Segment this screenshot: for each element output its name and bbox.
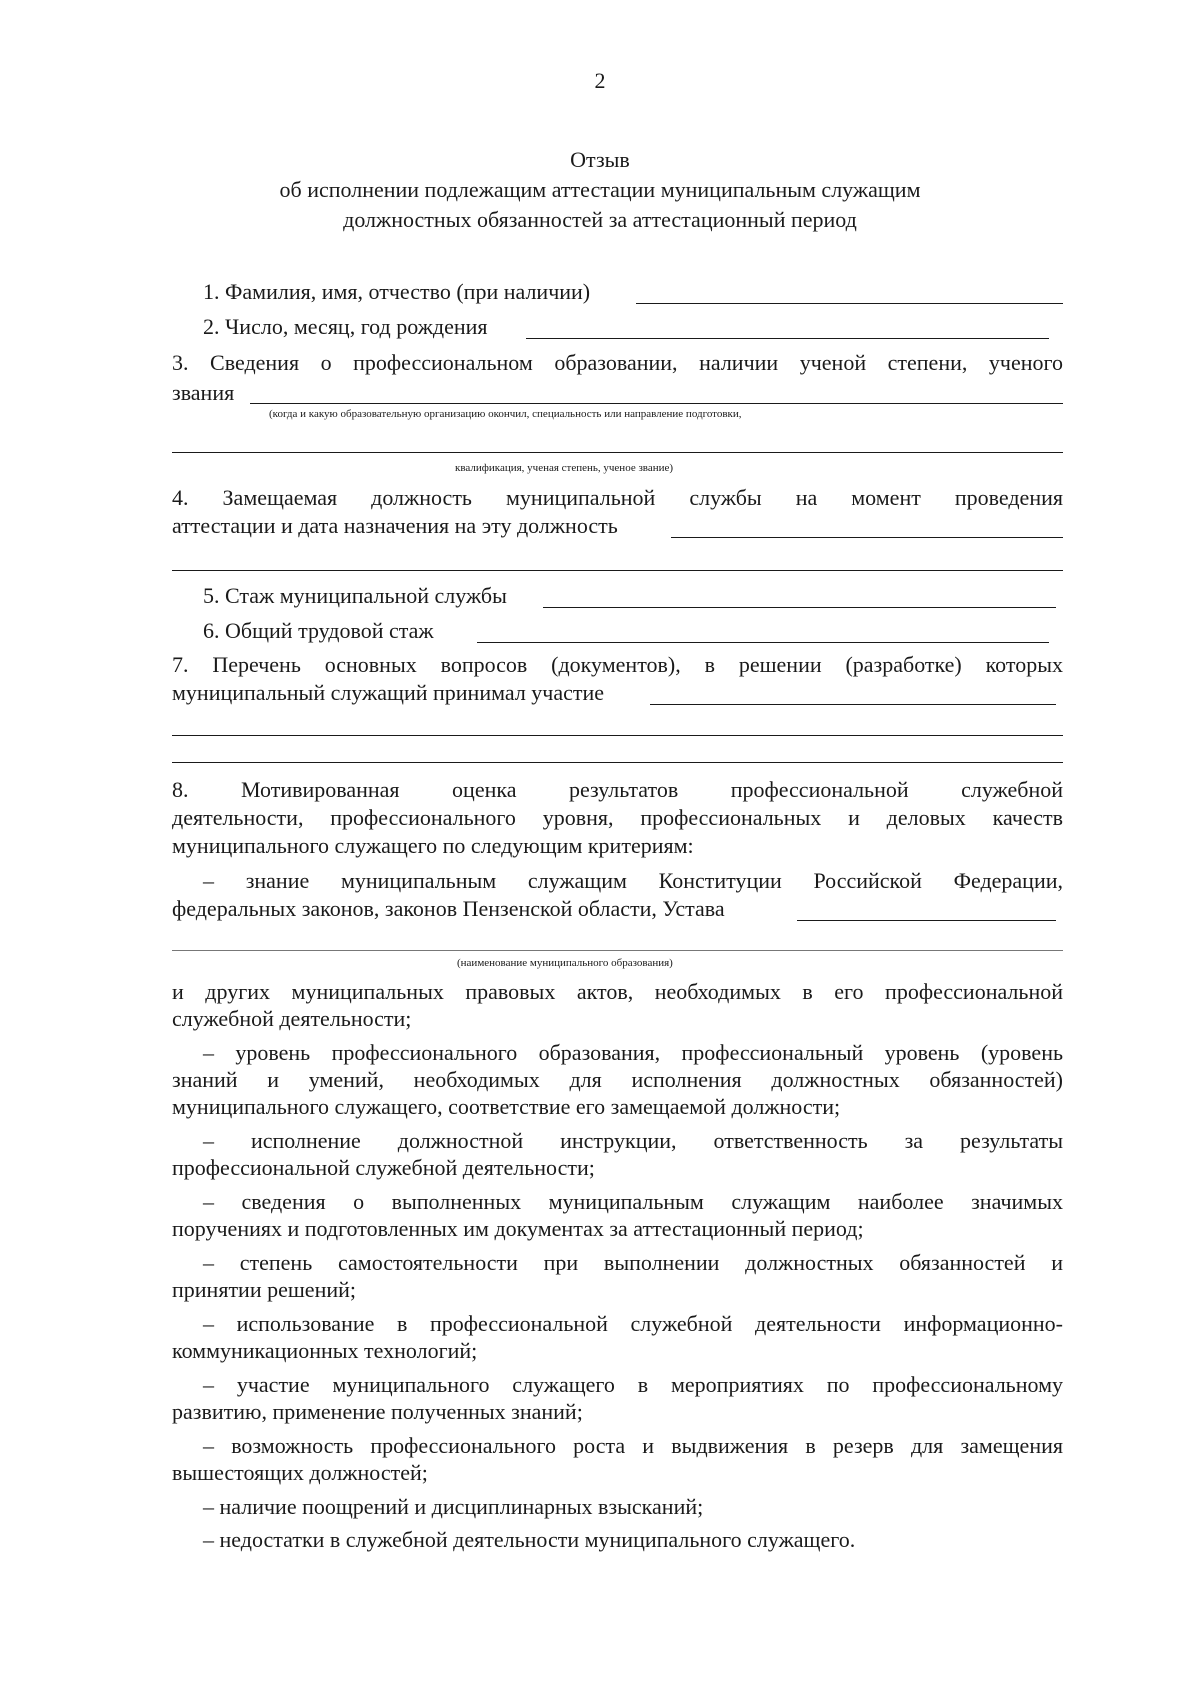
item-8-line2: деятельности, профессионального уровня, профессиональных и деловых качеств: [172, 805, 1063, 830]
item-3-hint-1: (когда и какую образовательную организацию окончил, специальность или направление подготовки,: [269, 408, 742, 420]
document-subtitle-line2: должностных обязанностей за аттестационный период: [343, 207, 857, 232]
criterion-1-line2: федеральных законов, законов Пензенской области, Устава: [172, 896, 725, 921]
item-1-fill-line[interactable]: [636, 303, 1063, 304]
item-8-line3: муниципального служащего по следующим критериям:: [172, 833, 694, 858]
item-6-fill-line[interactable]: [477, 642, 1049, 643]
criterion-6-line2: коммуникационных технологий;: [172, 1338, 478, 1363]
criterion-5-line1: – степень самостоятельности при выполнении должностных обязанностей и: [203, 1250, 1063, 1275]
criterion-1-fill-line-1[interactable]: [797, 920, 1056, 921]
criterion-1-line3: и других муниципальных правовых актов, необходимых в его профессиональной: [172, 979, 1063, 1004]
item-7-fill-line-1[interactable]: [650, 704, 1056, 705]
item-4-line2: аттестации и дата назначения на эту должность: [172, 513, 618, 538]
item-4-fill-line-1[interactable]: [671, 537, 1063, 538]
criterion-7-line1: – участие муниципального служащего в мероприятиях по профессиональному: [203, 1372, 1063, 1397]
criterion-1-line4: служебной деятельности;: [172, 1006, 412, 1031]
item-7-line2: муниципальный служащий принимал участие: [172, 680, 605, 705]
criterion-10: – недостатки в служебной деятельности муниципального служащего.: [203, 1527, 856, 1552]
criterion-1-line1: – знание муниципальным служащим Конституции Российской Федерации,: [203, 868, 1063, 893]
criterion-5-line2: принятии решений;: [172, 1277, 357, 1302]
document-title: Отзыв: [570, 147, 630, 172]
item-3-line1: 3. Сведения о профессиональном образовании, наличии ученой степени, ученого: [172, 350, 1063, 375]
page-number: 2: [594, 68, 606, 93]
item-8-line1: 8. Мотивированная оценка результатов профессиональной служебной: [172, 777, 1063, 802]
item-2-fill-line[interactable]: [526, 338, 1049, 339]
item-1-label: 1. Фамилия, имя, отчество (при наличии): [203, 279, 591, 304]
criterion-4-line2: поручениях и подготовленных им документах за аттестационный период;: [172, 1216, 864, 1241]
item-3-line2: звания: [172, 380, 235, 405]
item-3-hint-2: квалификация, ученая степень, ученое звание): [455, 462, 674, 474]
criterion-2-line1: – уровень профессионального образования, профессиональный уровень (уровень: [203, 1040, 1063, 1065]
criterion-7-line2: развитию, применение полученных знаний;: [172, 1399, 583, 1424]
item-3-fill-line-1[interactable]: [250, 403, 1063, 404]
criterion-9: – наличие поощрений и дисциплинарных взысканий;: [203, 1494, 704, 1519]
item-5-label: 5. Стаж муниципальной службы: [203, 583, 507, 608]
item-7-fill-line-2[interactable]: [172, 735, 1063, 736]
criterion-1-fill-line-2[interactable]: [172, 950, 1063, 951]
criterion-2-line3: муниципального служащего, соответствие его замещаемой должности;: [172, 1094, 841, 1119]
document-subtitle-line1: об исполнении подлежащим аттестации муниципальным служащим: [279, 177, 921, 202]
criterion-2-line2: знаний и умений, необходимых для исполнения должностных обязанностей): [172, 1067, 1063, 1092]
item-4-fill-line-2[interactable]: [172, 570, 1063, 571]
item-2-label: 2. Число, месяц, год рождения: [203, 314, 488, 339]
item-7-line1: 7. Перечень основных вопросов (документов), в решении (разработке) которых: [172, 652, 1063, 677]
criterion-3-line1: – исполнение должностной инструкции, ответственность за результаты: [203, 1128, 1063, 1153]
criterion-4-line1: – сведения о выполненных муниципальным служащим наиболее значимых: [203, 1189, 1063, 1214]
item-7-fill-line-3[interactable]: [172, 762, 1063, 763]
criterion-1-hint: (наименование муниципального образования): [457, 957, 673, 969]
criterion-6-line1: – использование в профессиональной служебной деятельности информационно-: [203, 1311, 1063, 1336]
item-4-line1: 4. Замещаемая должность муниципальной службы на момент проведения: [172, 485, 1063, 510]
criterion-8-line2: вышестоящих должностей;: [172, 1460, 428, 1485]
criterion-3-line2: профессиональной служебной деятельности;: [172, 1155, 595, 1180]
criterion-8-line1: – возможность профессионального роста и выдвижения в резерв для замещения: [203, 1433, 1063, 1458]
item-5-fill-line[interactable]: [543, 607, 1056, 608]
item-3-fill-line-2[interactable]: [172, 452, 1063, 453]
item-6-label: 6. Общий трудовой стаж: [203, 618, 434, 643]
